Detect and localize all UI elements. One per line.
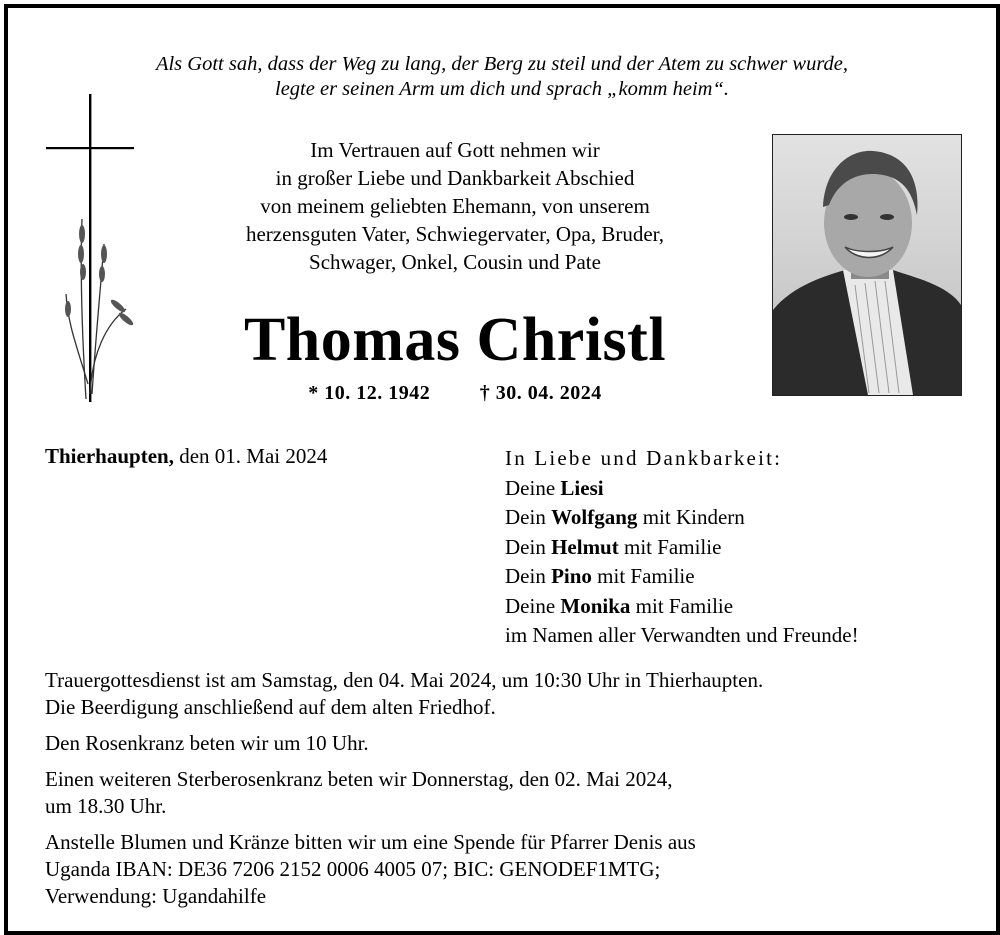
signer-suffix: mit Familie (591, 564, 695, 588)
intro-line: Schwager, Onkel, Cousin und Pate (309, 250, 601, 274)
info-line: Anstelle Blumen und Kränze bitten wir um eine Spende für Pfarrer Denis aus (45, 830, 696, 854)
info-line: um 18.30 Uhr. (45, 794, 167, 818)
birth-date: * 10. 12. 1942 (308, 382, 431, 404)
quote-line: Als Gott sah, dass der Weg zu lang, der Berg zu steil und der Atem zu schwer wurde, (155, 53, 849, 75)
signer-name: Helmut (551, 534, 619, 559)
intro-line: herzensguten Vater, Schwiegervater, Opa, Bruder, (245, 222, 665, 246)
cross-with-wheat-icon (46, 94, 138, 404)
portrait-icon (773, 135, 961, 395)
signer-prefix: Dein (505, 564, 552, 588)
place-town: Thierhaupten, (45, 444, 174, 468)
signer-line (505, 474, 859, 504)
signer-suffix: mit Kindern (637, 505, 745, 529)
signer-prefix: Deine (505, 593, 561, 618)
life-dates (148, 382, 762, 405)
signer-name: Pino (551, 564, 592, 588)
portrait-photo (772, 134, 962, 396)
intro-line: in großer Liebe und Dankbarkeit Abschied (275, 166, 635, 190)
info-line: Die Beerdigung anschließend auf dem alten Friedhof. (45, 695, 496, 719)
signer-prefix: Dein (505, 505, 552, 529)
signers-closing: im Namen aller Verwandten und Freunde! (505, 623, 859, 647)
quote (8, 52, 996, 102)
info-line: Einen weiteren Sterberosenkranz beten wir Donnerstag, den 02. Mai 2024, (45, 767, 673, 791)
signers-heading: In Liebe und Dankbarkeit: (505, 446, 783, 470)
deceased-name: Thomas Christl (243, 306, 667, 374)
signer-prefix: Deine (505, 475, 561, 500)
signer-line (505, 533, 859, 563)
info-line: Den Rosenkranz beten wir um 10 Uhr. (45, 731, 369, 755)
info-line: Verwendung: Ugandahilfe (45, 884, 267, 908)
signer-name: Wolfgang (551, 505, 638, 529)
place-date: den 01. Mai 2024 (173, 444, 328, 468)
signer-line (505, 503, 859, 533)
quote-line: legte er seinen Arm um dich und sprach „komm heim“. (275, 78, 729, 100)
signer-name: Liesi (560, 475, 604, 500)
signer-line (505, 592, 859, 622)
info-line: Trauergottesdienst ist am Samstag, den 04. Mai 2024, um 10:30 Uhr in Thierhaupten. (45, 668, 764, 692)
death-date: † 30. 04. 2024 (479, 382, 602, 404)
signer-name: Monika (560, 593, 631, 618)
signer-suffix: mit Familie (630, 593, 734, 618)
intro-text (148, 136, 762, 276)
info-line: Uganda IBAN: DE36 7206 2152 0006 4005 07; BIC: GENODEF1MTG; (45, 857, 661, 881)
place-and-date (45, 444, 327, 469)
service-info (45, 658, 975, 919)
signers (505, 444, 859, 651)
obituary-notice (4, 4, 1000, 935)
signer-line (505, 562, 859, 592)
intro-line: Im Vertrauen auf Gott nehmen wir (310, 138, 600, 162)
signer-prefix: Dein (505, 534, 552, 559)
signer-suffix: mit Familie (618, 534, 722, 559)
intro-line: von meinem geliebten Ehemann, von unserem (260, 194, 650, 218)
